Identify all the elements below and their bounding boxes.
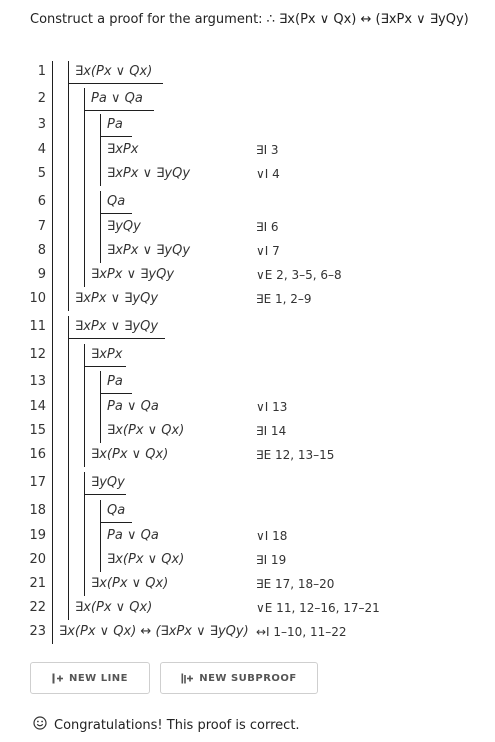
new-line-label: NEW LINE — [68, 672, 128, 684]
proof-justification: ∃I 14 — [256, 424, 287, 438]
proof-formula: Pa ∨ Qa — [107, 399, 159, 414]
scope-bar — [100, 114, 101, 186]
proof-justification: ∨E 11, 12–16, 17–21 — [256, 601, 380, 615]
scope-bar — [100, 371, 101, 443]
proof-formula: ∃x(Px ∨ Qx) ↔ (∃xPx ∨ ∃yQy) — [59, 624, 249, 639]
proof-formula: ∃xPx ∨ ∃yQy — [107, 243, 191, 258]
proof-formula: Pa — [107, 117, 123, 132]
proof-formula: ∃xPx ∨ ∃yQy — [75, 291, 159, 306]
status-message — [33, 716, 300, 734]
proof-justification: ∃I 19 — [256, 553, 287, 567]
scope-bar — [68, 61, 69, 311]
line-number: 3 — [37, 117, 46, 132]
proof-formula: Pa ∨ Qa — [107, 528, 159, 543]
line-number: 12 — [29, 347, 46, 362]
line-number: 15 — [29, 423, 46, 438]
proof-formula: ∃x(Px ∨ Qx) — [91, 447, 169, 462]
assumption-line — [68, 338, 165, 339]
new-subproof-button[interactable] — [160, 662, 318, 694]
proof-formula: ∃x(Px ∨ Qx) — [107, 552, 185, 567]
line-number: 5 — [37, 166, 46, 181]
proof-justification: ∃E 12, 13–15 — [256, 448, 335, 462]
proof-justification: ∨I 13 — [256, 400, 288, 414]
scope-bar — [52, 61, 53, 644]
proof-formula: ∃x(Px ∨ Qx) — [75, 600, 153, 615]
proof-formula: Qa — [107, 503, 126, 518]
smiley-icon — [33, 716, 47, 734]
assumption-line — [84, 366, 126, 367]
status-text: Congratulations! This proof is correct. — [54, 717, 300, 733]
assumption-line — [100, 522, 132, 523]
line-number: 8 — [37, 243, 46, 258]
proof-formula: ∃x(Px ∨ Qx) — [107, 423, 185, 438]
proof-justification: ∨I 18 — [256, 529, 288, 543]
line-number: 18 — [29, 503, 46, 518]
scope-bar — [84, 472, 85, 596]
line-number: 11 — [29, 319, 46, 334]
proof-formula: ∃yQy — [91, 475, 125, 490]
line-number: 2 — [37, 91, 46, 106]
line-number: 4 — [37, 142, 46, 157]
proof-justification: ∨I 7 — [256, 244, 280, 258]
proof-justification: ↔I 1–10, 11–22 — [256, 625, 347, 639]
line-number: 22 — [29, 600, 46, 615]
proof-formula: ∃x(Px ∨ Qx) — [91, 576, 169, 591]
line-number: 19 — [29, 528, 46, 543]
line-number: 6 — [37, 194, 46, 209]
proof-formula: ∃xPx ∨ ∃yQy — [75, 319, 159, 334]
assumption-line — [100, 136, 132, 137]
assumption-line — [84, 110, 154, 111]
argument-instruction: Construct a proof for the argument: ∴ ∃x(Px ∨ Qx) ↔ (∃xPx ∨ ∃yQy) — [30, 12, 469, 27]
new-subproof-label: NEW SUBPROOF — [199, 672, 297, 684]
proof-justification: ∃E 17, 18–20 — [256, 577, 335, 591]
assumption-line — [100, 213, 132, 214]
proof-formula: ∃xPx ∨ ∃yQy — [91, 267, 175, 282]
line-number: 7 — [37, 219, 46, 234]
line-number: 21 — [29, 576, 46, 591]
scope-bar — [84, 88, 85, 287]
scope-bar — [68, 316, 69, 620]
proof-formula: ∃xPx — [91, 347, 123, 362]
line-number: 16 — [29, 447, 46, 462]
scope-bar — [84, 344, 85, 467]
proof-justification: ∃I 6 — [256, 220, 279, 234]
assumption-line — [84, 494, 126, 495]
line-number: 1 — [37, 64, 46, 79]
line-number: 10 — [29, 291, 46, 306]
line-number: 17 — [29, 475, 46, 490]
proof-formula: Qa — [107, 194, 126, 209]
proof-formula: ∃xPx — [107, 142, 139, 157]
proof-formula: Pa ∨ Qa — [91, 91, 143, 106]
assumption-line — [68, 83, 163, 84]
new-subproof-icon — [181, 673, 193, 684]
new-line-icon — [52, 673, 63, 684]
proof-justification: ∃E 1, 2–9 — [256, 292, 312, 306]
line-number: 13 — [29, 374, 46, 389]
line-number: 14 — [29, 399, 46, 414]
proof-justification: ∨E 2, 3–5, 6–8 — [256, 268, 342, 282]
proof-formula: Pa — [107, 374, 123, 389]
line-number: 9 — [37, 267, 46, 282]
assumption-line — [100, 393, 132, 394]
scope-bar — [100, 191, 101, 263]
proof-formula: ∃yQy — [107, 219, 141, 234]
scope-bar — [100, 500, 101, 572]
proof-justification: ∨I 4 — [256, 167, 280, 181]
line-number: 23 — [29, 624, 46, 639]
line-number: 20 — [29, 552, 46, 567]
proof-formula: ∃xPx ∨ ∃yQy — [107, 166, 191, 181]
new-line-button[interactable] — [30, 662, 150, 694]
proof-formula: ∃x(Px ∨ Qx) — [75, 64, 153, 79]
proof-justification: ∃I 3 — [256, 143, 279, 157]
